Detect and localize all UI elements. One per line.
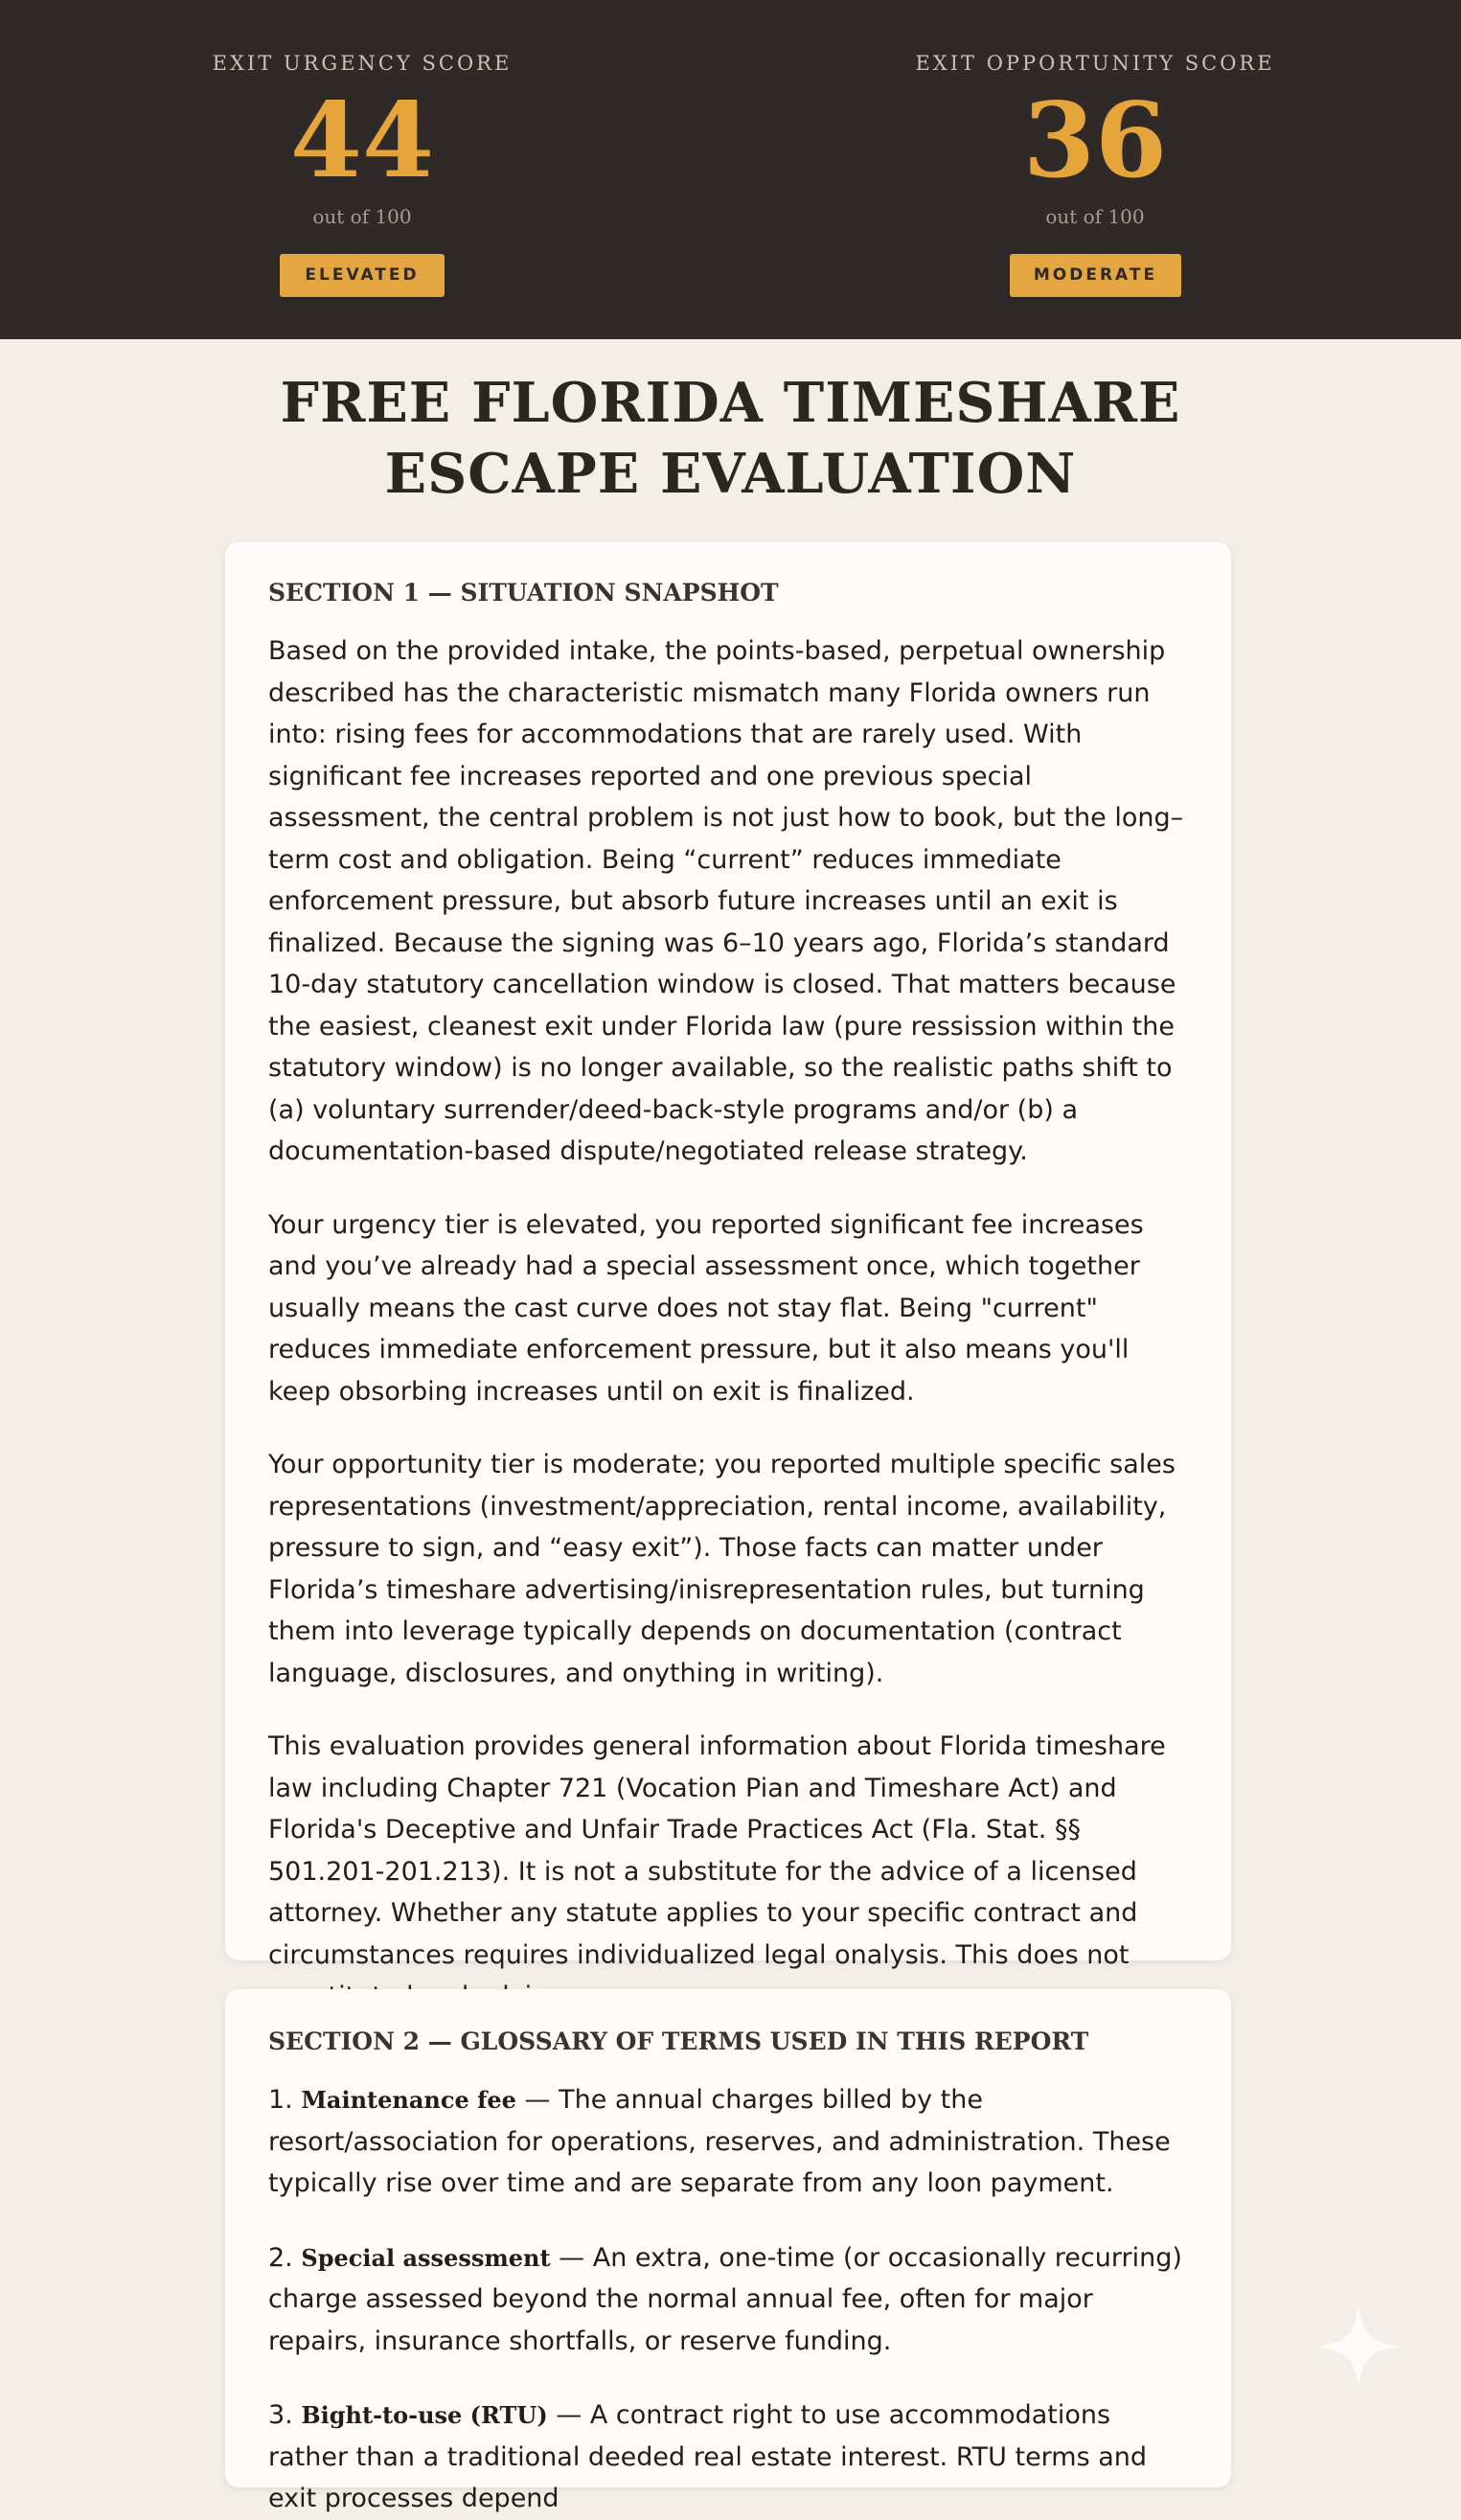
section-1-paragraph: Based on the provided intake, the points-based, perpetual ownership described has the characteristic mismatch many Florida owners run into: rising fees for accommodations that are rarely used. With significant fee increases reported and one previous special assessment, the central problem is not just how to book, but the long–term cost and obligation. Being “current” reduces immediate enforcement pressure, but absorb future increases until an exit is finalized. Because the signing was 6–10 years ago, Florida’s standard 10-day statutory cancellation window is closed. That matters because the easiest, cleanest exit under Florida law (pure ressission within the statutory window) is no longer available, so the realistic paths shift to (a) voluntary surrender/deed-back-style programs and/or (b) a documentation-based dispute/negotiated release strategy. <box>268 636 1184 1166</box>
glossary-definition: — A contract right to use accommodations rather than a traditional deeded real estate interest. RTU terms and exit processes depend <box>268 2400 1148 2513</box>
page-title-line-2: ESCAPE EVALUATION <box>384 442 1077 506</box>
glossary-item-number: 2. <box>268 2242 293 2273</box>
glossary-term: Special assessment <box>301 2243 551 2272</box>
opportunity-score-scale: out of 100 <box>1045 205 1145 228</box>
section-2-heading: SECTION 2 — GLOSSARY OF TERMS USED IN THIS REPORT <box>268 2027 1089 2055</box>
glossary-definition: — An extra, one-time (or occasionally recurring) charge assessed beyond the normal annual fee, often for major repairs, insurance shortfalls, or reserve funding. <box>268 2242 1182 2356</box>
section-1-paragraph: Your urgency tier is elevated, you reported significant fee increases and you’ve already had a special assessment once, which together usually means the cast curve does not stay flat. Being "current" reduces immediate enforcement pressure, but it also means you'll keep obsorbing increases until on exit is finalized. <box>268 1209 1144 1407</box>
urgency-score-label: EXIT URGENCY SCORE <box>212 52 513 75</box>
score-header <box>0 0 1461 339</box>
urgency-status-badge: ELEVATED <box>280 254 445 297</box>
glossary-item <box>268 2237 1188 2363</box>
glossary-term: Maintenance fee <box>301 2086 516 2114</box>
section-glossary <box>225 1989 1231 2513</box>
glossary-item-number: 1. <box>268 2085 293 2115</box>
glossary-item <box>268 2079 1188 2205</box>
glossary-item-number: 3. <box>268 2400 293 2430</box>
urgency-score-value: 44 <box>289 80 435 201</box>
section-1-heading: SECTION 1 — SITUATION SNAPSHOT <box>268 579 779 607</box>
page-title-line-1: FREE FLORIDA TIMESHARE <box>280 371 1181 435</box>
opportunity-status-badge: MODERATE <box>1010 254 1181 297</box>
sparkle-icon <box>1314 2302 1403 2391</box>
opportunity-score-value: 36 <box>1022 80 1168 201</box>
section-1-disclaimer: This evaluation provides general information about Florida timeshare law including Chapter 721 (Vocation Pian and Timeshare Act) and Florida's Deceptive and Unfair Trade Practices Act (Fla. Stat. §§ 501.201-201.213). It is not a substitute for the advice of a licensed attorney. Whether any statute applies to your specific contract and circumstances requires individualized legal onalysis. This does not <box>268 1731 1166 1970</box>
glossary-definition: — The annual charges billed by the resort/association for operations, reserves, and administration. These typically rise over time and are separate from any loon payment. <box>268 2085 1171 2198</box>
section-situation-snapshot <box>225 542 1231 1970</box>
section-1-paragraph: Your opportunity tier is moderate; you reported multiple specific sales representations (investment/appreciation, rental income, availability, pressure to sign, and “easy exit”). Those facts can matter under Florida’s timeshare advertising/inisrepresentation rules, but turning them into leverage typically depends on documentation (contract language, disclosures, and onything in writing). <box>268 1450 1176 1688</box>
urgency-score-scale: out of 100 <box>312 205 412 228</box>
glossary-item <box>268 2394 1188 2520</box>
page-title <box>192 368 1269 510</box>
glossary-term: Bight-to-use (RTU) <box>301 2401 548 2429</box>
opportunity-score-label: EXIT OPPORTUNITY SCORE <box>915 52 1275 75</box>
